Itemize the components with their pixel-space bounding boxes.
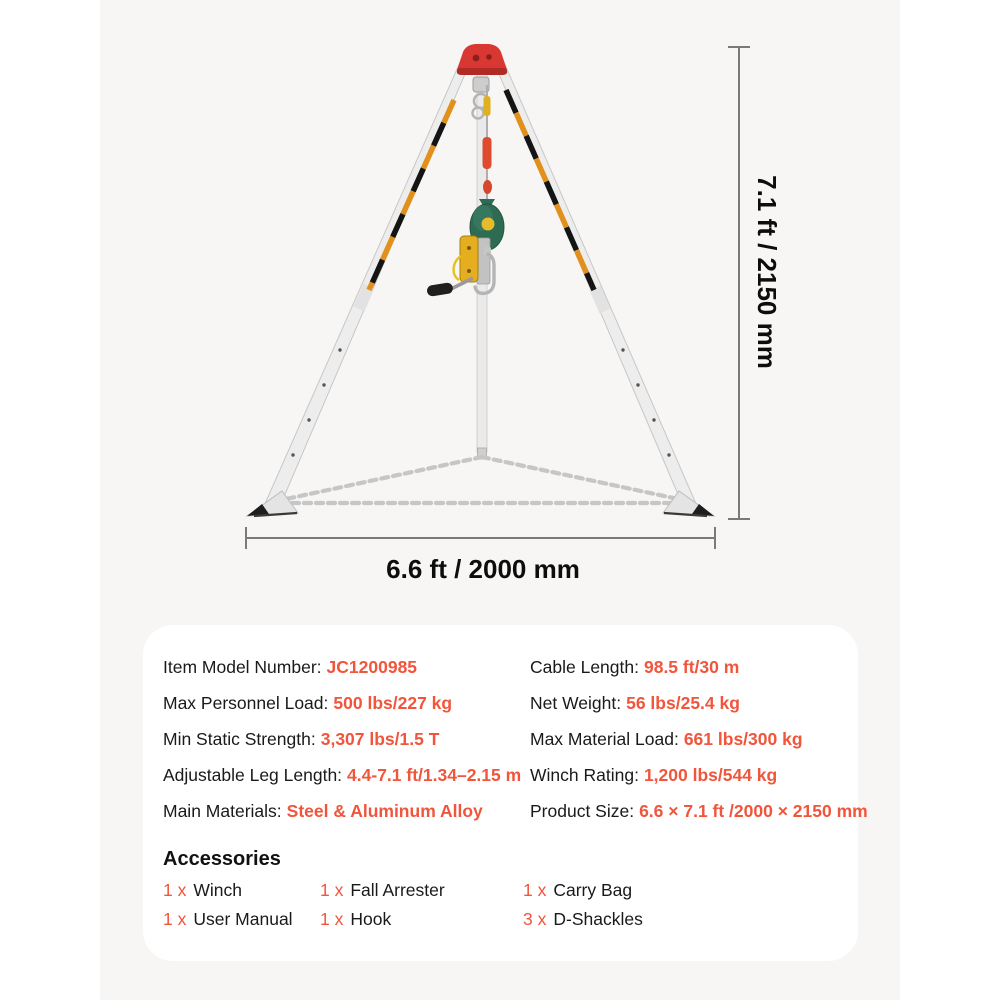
height-dimension xyxy=(728,47,782,519)
spec-row-materials xyxy=(163,793,521,829)
tripod-cap xyxy=(457,44,507,75)
spec-row-model xyxy=(163,649,521,685)
cap-bolt xyxy=(473,55,480,62)
accessory-name: Winch xyxy=(193,880,242,900)
spec-label: Main Materials: xyxy=(163,801,282,821)
spec-column-left xyxy=(163,649,521,829)
accessories-list xyxy=(163,876,643,934)
spec-value: 6.6 × 7.1 ft /2000 × 2150 mm xyxy=(639,801,868,821)
spec-row-cable-length xyxy=(530,649,868,685)
accessory-carry-bag xyxy=(523,880,643,901)
spec-label: Max Material Load: xyxy=(530,729,679,749)
spec-label: Product Size: xyxy=(530,801,635,821)
winch-cable xyxy=(483,85,493,205)
height-dimension-label: 7.1 ft / 2150 mm xyxy=(752,175,782,369)
accessory-name: Fall Arrester xyxy=(350,880,445,900)
accessory-fall-arrester xyxy=(320,880,523,901)
spec-value: 4.4-7.1 ft/1.34–2.15 m xyxy=(347,765,522,785)
device-label xyxy=(482,218,495,231)
accessory-qty: 1 x xyxy=(320,880,344,900)
cap-bolt xyxy=(486,54,492,60)
hazard-stripes-left xyxy=(369,100,454,290)
left-leg xyxy=(264,60,471,506)
accessory-qty: 1 x xyxy=(163,880,187,900)
cable-red-absorber xyxy=(483,137,492,169)
spec-value: JC1200985 xyxy=(326,657,418,677)
accessory-qty: 1 x xyxy=(523,880,547,900)
accessories-title: Accessories xyxy=(163,848,281,870)
accessory-winch xyxy=(163,880,320,901)
right-leg xyxy=(493,60,697,506)
accessory-qty: 1 x xyxy=(163,909,187,929)
tripod-diagram xyxy=(100,0,900,610)
spec-value: 98.5 ft/30 m xyxy=(643,657,740,677)
width-dimension xyxy=(246,527,715,584)
spec-row-material-load xyxy=(530,721,868,757)
spec-row-product-size xyxy=(530,793,868,829)
accessory-name: User Manual xyxy=(193,909,293,929)
crank-handle xyxy=(426,278,473,297)
spec-panel xyxy=(143,625,868,961)
spec-label: Item Model Number: xyxy=(163,657,322,677)
spec-label: Min Static Strength: xyxy=(163,729,316,749)
spec-row-winch-rating xyxy=(530,757,868,793)
spec-label: Winch Rating: xyxy=(530,765,639,785)
hazard-stripes-right xyxy=(506,90,594,290)
accessory-d-shackles xyxy=(523,909,643,930)
accessory-user-manual xyxy=(163,909,320,930)
spec-value: Steel & Aluminum Alloy xyxy=(286,801,483,821)
accessory-name: Hook xyxy=(350,909,392,929)
spec-row-leg-length xyxy=(163,757,521,793)
spec-row-personnel-load xyxy=(163,685,521,721)
spec-row-net-weight xyxy=(530,685,868,721)
accessory-qty: 1 x xyxy=(320,909,344,929)
spec-label: Max Personnel Load: xyxy=(163,693,329,713)
cable-red-stop xyxy=(483,180,492,194)
spec-value: 500 lbs/227 kg xyxy=(333,693,453,713)
spec-label: Cable Length: xyxy=(530,657,639,677)
spec-column-right xyxy=(530,649,868,829)
spec-value: 1,200 lbs/544 kg xyxy=(643,765,778,785)
spec-label: Adjustable Leg Length: xyxy=(163,765,343,785)
accessory-qty: 3 x xyxy=(523,909,547,929)
accessory-name: Carry Bag xyxy=(553,880,633,900)
spec-row-static-strength xyxy=(163,721,521,757)
accessory-name: D-Shackles xyxy=(553,909,643,929)
chain-stay xyxy=(268,457,686,503)
cable-yellow-sleeve xyxy=(484,96,491,116)
spec-value: 56 lbs/25.4 kg xyxy=(626,693,740,713)
accessory-hook xyxy=(320,909,523,930)
spec-value: 3,307 lbs/1.5 T xyxy=(320,729,440,749)
spec-label: Net Weight: xyxy=(530,693,622,713)
spec-value: 661 lbs/300 kg xyxy=(683,729,803,749)
width-dimension-label: 6.6 ft / 2000 mm xyxy=(386,554,580,584)
